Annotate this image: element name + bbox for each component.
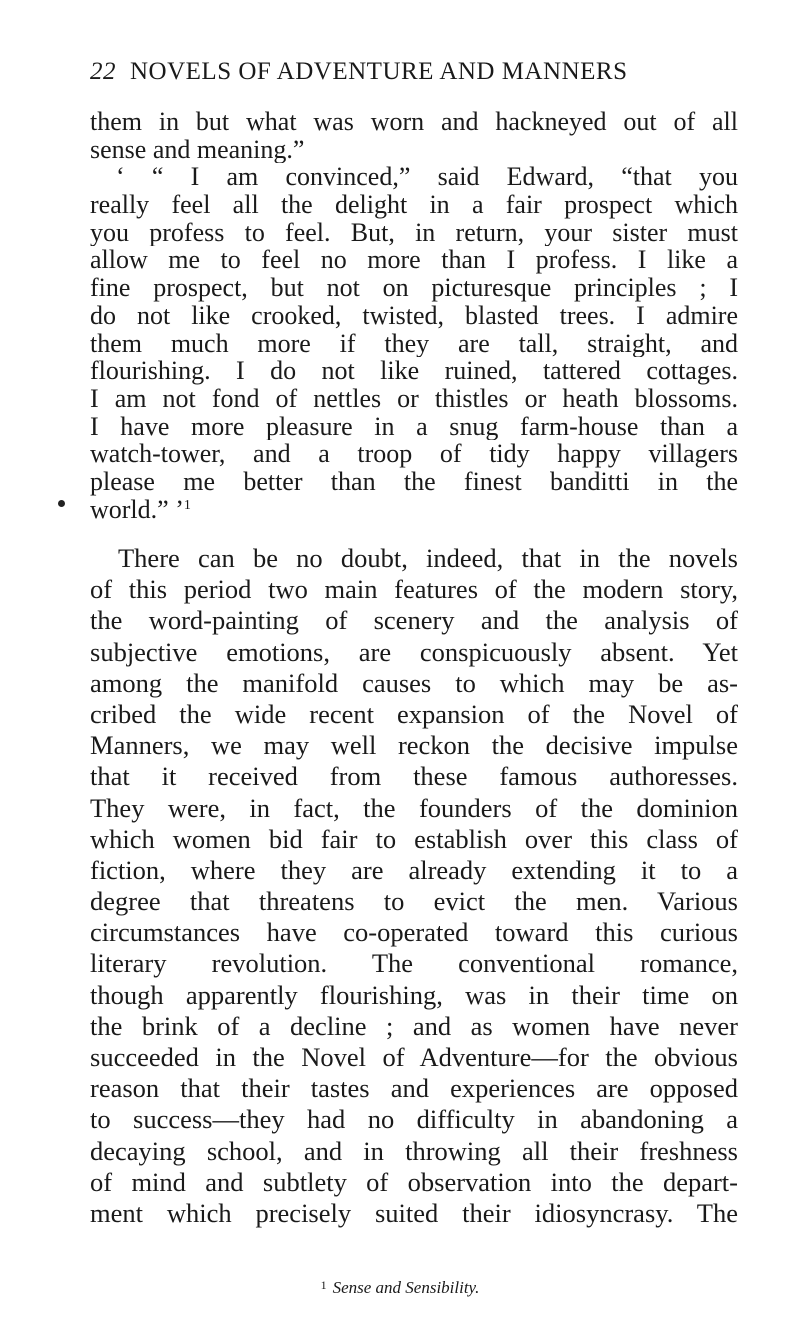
footnote [0, 1278, 800, 1298]
text-line: I have more pleasure in a snug farm-house than a [90, 412, 738, 441]
text-line: ment which precisely suited their idiosyncrasy. The [90, 1197, 738, 1228]
ink-mark [58, 500, 65, 507]
running-title: NOVELS OF ADVENTURE AND MANNERS [130, 58, 628, 85]
text-line: ‘ “ I am convinced,” said Edward, “that you [116, 163, 738, 192]
text-line: world.” ’ [90, 495, 184, 524]
text-line: flourishing. I do not like ruined, tattered cottages. [90, 357, 738, 385]
text-line: really feel all the delight in a fair prospect which [90, 191, 738, 219]
text-line: There can be no doubt, indeed, that in the novels [118, 543, 738, 573]
text-line: do not like crooked, twisted, blasted trees. I admire [90, 301, 738, 330]
footnote-text: Sense and Sensibility. [332, 1278, 480, 1297]
text-line: you profess to feel. But, in return, your sister must [90, 218, 738, 247]
text-line: decaying school, and in throwing all their freshness [90, 1135, 738, 1166]
text-line-with-footnote [90, 496, 738, 524]
text-line: I am not fond of nettles or thistles or heath blossoms. [90, 384, 738, 413]
text-line: please me better than the finest banditti in the [90, 467, 738, 496]
text-line: sense and meaning.” [90, 135, 305, 164]
text-line: the word-painting of scenery and the analysis of [90, 605, 738, 636]
text-line: cribed the wide recent expansion of the Novel of [90, 698, 738, 729]
text-line: which women bid fair to establish over this class of [90, 823, 738, 854]
text-line: succeeded in the Novel of Adventure—for the obvious [90, 1042, 738, 1072]
text-line: degree that threatens to evict the men. Various [90, 886, 738, 917]
text-line: them in but what was worn and hackneyed out of all [90, 108, 738, 136]
text-line: circumstances have co-operated toward this curious [90, 917, 738, 948]
text-line: among the manifold causes to which may be as- [90, 667, 738, 698]
text-line: of this period two main features of the modern story, [90, 574, 738, 605]
text-line: of mind and subtlety of observation into the depart- [90, 1166, 738, 1197]
text-line: fine prospect, but not on picturesque principles ; I [90, 274, 738, 302]
text-line: watch-tower, and a troop of tidy happy villagers [90, 440, 738, 468]
text-line: to success—they had no difficulty in abandoning a [90, 1104, 738, 1135]
text-line: the brink of a decline ; and as women have never [90, 1010, 738, 1041]
text-line: subjective emotions, are conspicuously absent. Yet [90, 636, 738, 667]
text-line: literary revolution. The conventional romance, [90, 948, 738, 979]
text-line: though apparently flourishing, was in their time on [90, 979, 738, 1010]
footnote-reference[interactable]: 1 [183, 497, 191, 513]
text-line: Manners, we may well reckon the decisive impulse [90, 730, 738, 761]
text-line: fiction, where they are already extending it to a [90, 854, 738, 885]
running-header [90, 58, 710, 92]
text-line: They were, in fact, the founders of the dominion [90, 792, 738, 823]
page-number: 22 [90, 58, 116, 85]
quote-block [90, 108, 738, 523]
footnote-mark: 1 [320, 1278, 327, 1292]
body-paragraph [90, 543, 738, 1229]
text-line: that it received from these famous authoresses. [90, 761, 738, 792]
text-line: them much more if they are tall, straight, and [90, 329, 738, 358]
text-line: reason that their tastes and experiences are opposed [90, 1073, 738, 1104]
text-line: allow me to feel no more than I profess. I like a [90, 246, 738, 275]
